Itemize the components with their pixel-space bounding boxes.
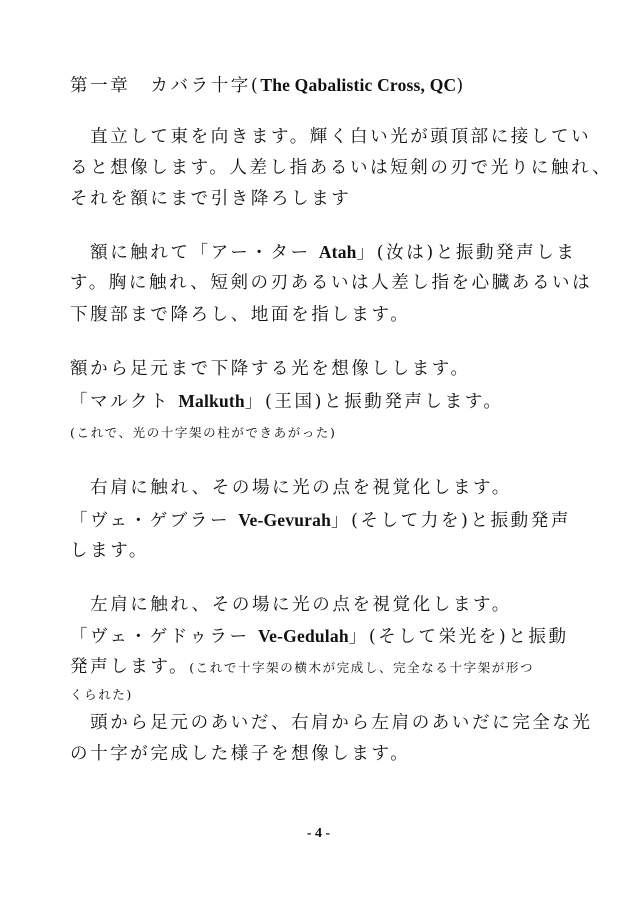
paragraph-4-line-3: します。 [70,541,149,561]
paragraph-5-note-end: くられた) [70,687,133,702]
p4-ve-gevurah: Ve-Gevurah [238,510,332,530]
paragraph-5-line-1: 左肩に触れ、その場に光の点を視覚化します。 [70,595,512,615]
p5-line3-main: 発声します。 [70,657,190,677]
p5-line3-note: (これで十字架の横木が完成し、完全なる十字架が形つ [189,660,535,675]
page-number: - 4 - [306,826,331,841]
p2-atah: Atah [318,242,357,262]
heading-suffix: ) [456,76,466,96]
p2-line1-post: 」(汝は)と振動発声しま [356,243,577,263]
p3-malkuth: Malkuth [178,391,245,411]
paragraph-2-line-2: す。胸に触れ、短剣の刃あるいは人差し指を心臓あるいは [70,273,593,293]
p4-line2-post: 」(そして力を)と振動発声 [331,511,571,531]
paragraph-1-line-3: それを額にまで引き降ろします [70,189,352,209]
paragraph-3-line-1: 額から足元まで下降する光を想像しします。 [70,359,471,379]
heading-latin: The Qabalistic Cross, QC [260,75,457,95]
paragraph-1-line-1: 直立して東を向きます。輝く白い光が頭頂部に接してい [70,127,592,147]
p4-line2-pre: 「ヴェ・ゲブラー [70,511,239,531]
p5-ve-gedulah: Ve-Gedulah [257,626,349,646]
paragraph-3-line-2 [70,389,570,414]
p5-line2-pre: 「ヴェ・ゲドゥラー [70,627,258,647]
heading-prefix: 第一章 カバラ十字( [70,76,261,96]
paragraph-4-line-2 [70,508,570,533]
paragraph-4-line-1: 右肩に触れ、その場に光の点を視覚化します。 [70,478,512,498]
paragraph-2-line-3: 下腹部まで降ろし、地面を指します。 [70,305,411,325]
paragraph-5-line-6: の十字が完成した様子を想像します。 [70,744,411,764]
p3-line2-post: 」(王国)と振動発声します。 [244,392,504,412]
paragraph-2-line-1 [70,240,577,265]
paragraph-5-line-2 [70,624,570,649]
p3-line2-pre: 「マルクト [70,392,179,412]
paragraph-5-line-3 [70,655,570,680]
paragraph-5-line-5: 頭から足元のあいだ、右肩から左肩のあいだに完全な光 [70,713,593,733]
paragraph-1-line-2: ると想像します。人差し指あるいは短剣の刃で光りに触れ、 [70,158,613,178]
p5-line2-post: 」(そして栄光を)と振動 [348,627,569,647]
p2-line1-pre: 額に触れて「アー・ター [70,243,319,263]
chapter-heading [70,73,570,98]
paragraph-3-note: (これで、光の十字架の柱ができあがった) [70,425,337,440]
